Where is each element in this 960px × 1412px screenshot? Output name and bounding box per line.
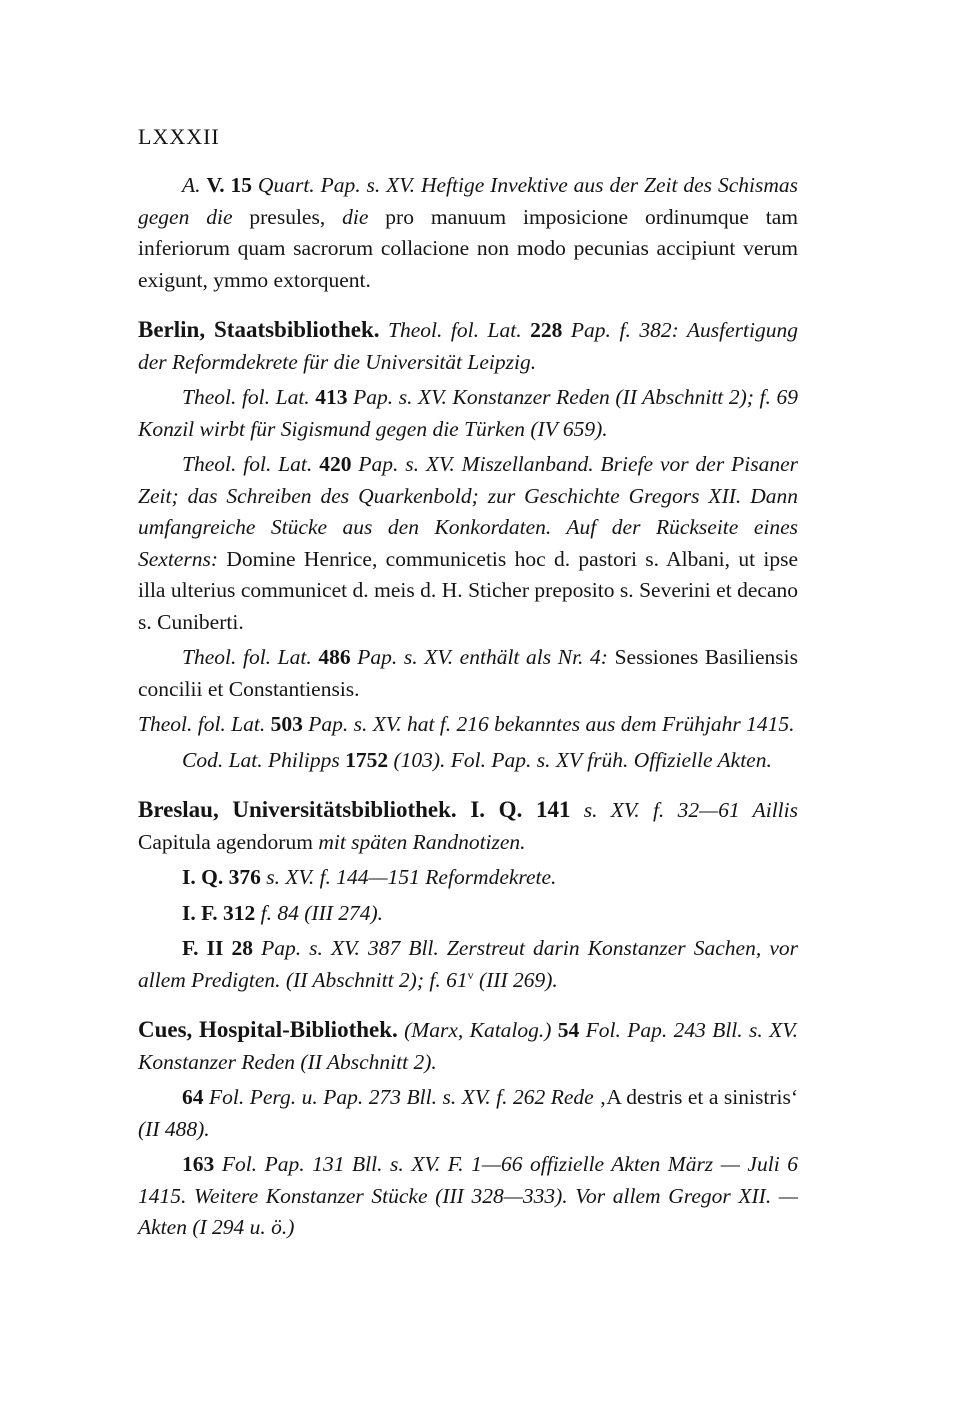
manuscript-list [138,170,798,1244]
shelfmark: I. F. 312 [182,900,256,925]
shelfmark: 64 [182,1085,204,1109]
entry-text: mit späten Randnotizen. [318,829,526,854]
catalog-entry-berlin-420 [138,449,798,638]
catalog-entry-breslau-iq141 [138,794,798,858]
catalog-entry-berlin-228 [138,314,798,378]
entry-text: Pap. f. 382: Ausfertigung der Reformdekrete für die Universität Leipzig. [138,318,798,374]
entry-text: (Marx, Katalog.) [397,1018,558,1042]
shelfmark: V. 15 [206,173,252,197]
catalog-entry-breslau-fii28 [138,933,798,996]
library-heading: Breslau, Universitätsbibliothek. I. Q. 141 [138,797,571,822]
shelfmark: 486 [318,645,351,669]
entry-text: die [342,204,386,229]
entry-text: Theol. fol. Lat. [138,712,271,736]
library-heading: Berlin, Staatsbibliothek. [138,317,380,342]
entry-text: Theol. fol. Lat. [182,645,319,669]
entry-text: Theol. fol. Lat. [182,452,320,476]
shelfmark: 163 [182,1152,215,1176]
entry-text: s. XV. f. 32—61 Aillis [570,798,798,822]
entry-text: f. 84 (III 274). [255,900,384,925]
entry-text: Fol. Pap. 131 Bll. s. XV. F. 1—66 offizielle Akten März — Juli 6 1415. Weitere Konstanzer Stücke (III 328—333). Vor allem Gregor XII. — Akten (I 294 u. ö.) [138,1152,798,1239]
entry-text: Theol. fol. Lat. [182,385,316,409]
entry-text: v [467,967,474,982]
catalog-entry-cues-163 [138,1149,798,1244]
library-heading: Cues, Hospital-Bibliothek. [138,1017,398,1042]
catalog-entry-cues-54 [138,1014,798,1078]
entry-text: presules, [249,204,343,229]
catalog-entry-berlin-1752 [138,745,798,777]
shelfmark: F. II 28 [182,936,253,960]
catalog-entry-breslau-iq376 [138,862,798,894]
catalog-entry-berlin-486 [138,642,798,705]
catalog-entry-breslau-if312 [138,898,798,930]
catalog-entry-cues-64 [138,1082,798,1145]
entry-text: ‚A destris et a sinistris‘ [599,1085,798,1109]
catalog-entry-berlin-503 [138,709,798,741]
entry-text: (III 269). [473,967,558,992]
entry-text: Pap. s. XV. 387 Bll. Zerstreut darin Konstanzer Sachen, vor allem Predigten. (II Abschnitt 2); f. 61 [138,936,798,992]
shelfmark: 413 [315,385,348,409]
entry-text: pro manuum imposicione ordinumque tam inferiorum quam sacrorum collacione non modo pecunias accipiunt verum exigunt, ymmo extorquent. [138,204,799,292]
entry-text: Sessiones Basiliensis concilii et Constantiensis. [138,645,798,701]
entry-text: Fol. Perg. u. Pap. 273 Bll. s. XV. f. 262 Rede [203,1085,600,1109]
entry-text: Capitula agendorum [138,829,319,854]
entry-text: Pap. s. XV. enthält als Nr. 4: [350,645,615,669]
entry-text: Pap. s. XV. Konstanzer Reden (II Abschnitt 2); f. 69 Konzil wirbt für Sigismund gegen die Türken (IV 659). [138,385,798,441]
entry-text: (103). Fol. Pap. s. XV früh. Offizielle Akten. [388,747,772,772]
entry-text: A. [182,173,207,197]
shelfmark: 54 [557,1018,580,1042]
shelfmark: 503 [270,712,303,736]
entry-text: Cod. Lat. Philipps [182,747,346,772]
entry-text: Fol. Pap. 243 Bll. s. XV. Konstanzer Reden (II Abschnitt 2). [138,1018,798,1074]
entry-text: Theol. fol. Lat. [379,318,531,342]
entry-text: Pap. s. XV. Miszellanband. Briefe vor der Pisaner Zeit; das Schreiben des Quarkenbold; zur Geschichte Gregors XII. Dann umfangreiche Stücke aus den Konkordaten. Auf der Rückseite eines Sexterns: [138,452,798,571]
entry-text: Quart. Pap. s. XV. Heftige Invektive aus der Zeit des Schismas gegen die [138,173,799,229]
shelfmark: 1752 [345,747,389,772]
entry-text: (II 488). [138,1116,210,1141]
catalog-entry-berlin-413 [138,382,798,445]
entry-text: s. XV. f. 144—151 Reformdekrete. [260,865,557,889]
page-number: LXXXII [138,124,220,149]
shelfmark: 228 [530,318,563,342]
catalog-entry-a-v-15 [138,170,798,296]
shelfmark: I. Q. 376 [182,865,261,889]
shelfmark: 420 [319,452,352,476]
entry-text: Domine Henrice, communicetis hoc d. pastori s. Albani, ut ipse illa ulterius communicet d. meis d. H. Sticher preposito s. Severini et decano s. Cuniberti. [138,546,799,634]
entry-text: Pap. s. XV. hat f. 216 bekanntes aus dem Frühjahr 1415. [302,712,795,736]
